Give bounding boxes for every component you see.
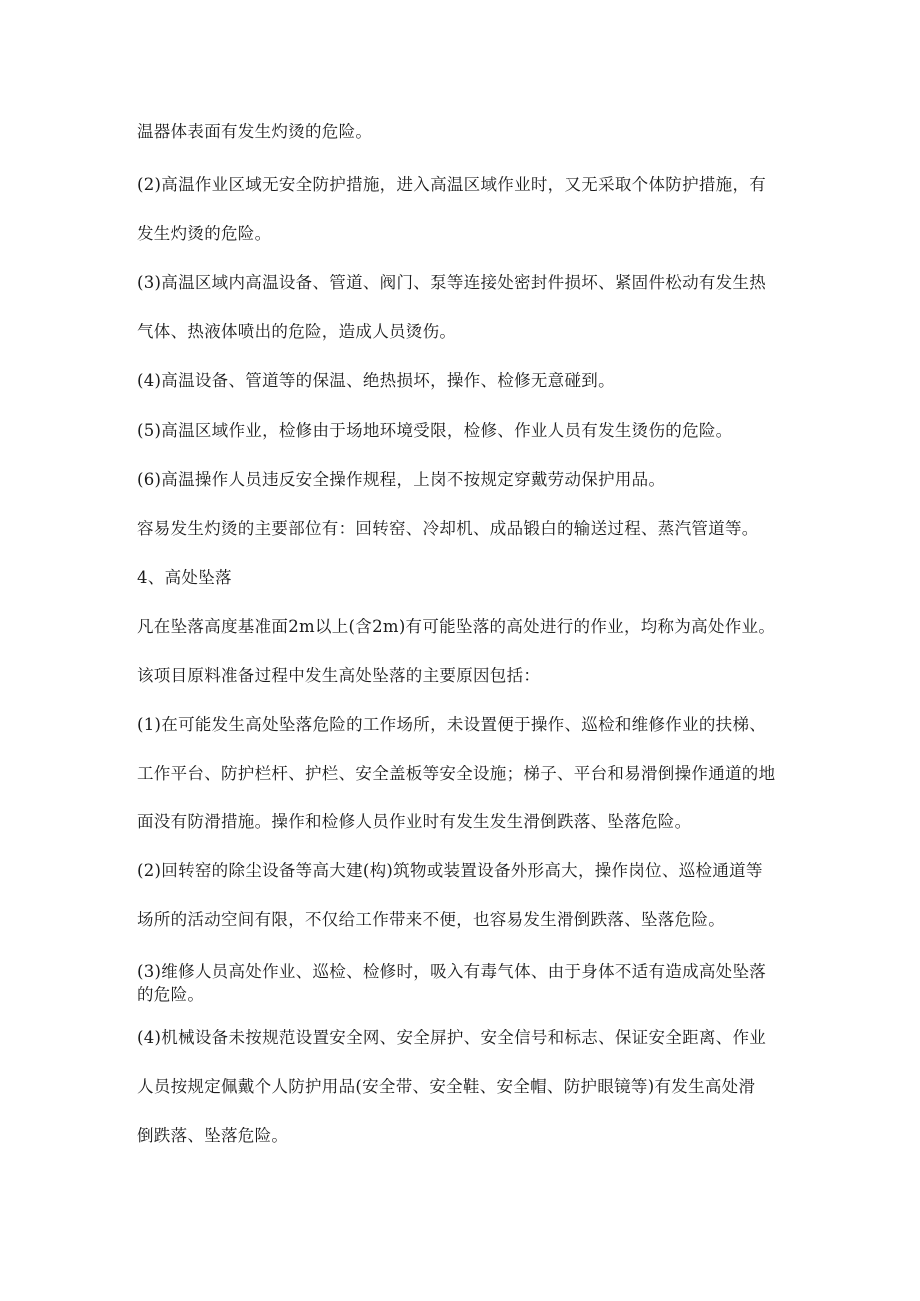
text-line: (4)机械设备未按规范设置安全网、安全屏护、安全信号和标志、保证安全距离、作业 [137,1028,767,1047]
text-line: 温器体表面有发生灼烫的危险。 [137,122,373,141]
text-line: (3)高温区域内高温设备、管道、阀门、泵等连接处密封件损坏、紧固件松动有发生热 [137,273,767,292]
text-line: (2)回转窑的除尘设备等高大建(构)筑物或装置设备外形高大，操作岗位、巡检通道等 [137,861,763,880]
text-line: 该项目原料准备过程中发生高处坠落的主要原因包括： [137,666,541,685]
text-line: 容易发生灼烫的主要部位有：回转窑、冷却机、成品锻白的输送过程、蒸汽管道等。 [137,519,759,538]
text-line: 凡在坠落高度基准面2m以上(含2m)有可能坠落的高处进行的作业，均称为高处作业。 [137,617,776,636]
text-line: 的危险。 [137,985,205,1004]
text-line: 人员按规定佩戴个人防护用品(安全带、安全鞋、安全帽、防护眼镜等)有发生高处滑 [137,1077,756,1096]
text-line: 发生灼烫的危险。 [137,224,272,243]
text-line: 工作平台、防护栏杆、护栏、安全盖板等安全设施；梯子、平台和易滑倒操作通道的地 [137,764,776,783]
text-line: (3)维修人员高处作业、巡检、检修时，吸入有毒气体、由于身体不适有造成高处坠落 [137,962,767,981]
text-line: 场所的活动空间有限，不仅给工作带来不便，也容易发生滑倒跌落、坠落危险。 [137,910,725,929]
text-line: (4)高温设备、管道等的保温、绝热损坏，操作、检修无意碰到。 [137,371,615,390]
text-line: (2)高温作业区域无安全防护措施，进入高温区域作业时，又无采取个体防护措施，有 [137,175,767,194]
text-line: 倒跌落、坠落危险。 [137,1126,289,1145]
section-heading: 4、高处坠落 [137,568,232,587]
text-line: (1)在可能发生高处坠落危险的工作场所，未设置便于操作、巡检和维修作业的扶梯、 [137,715,767,734]
text-line: (5)高温区域作业，检修由于场地环境受限，检修、作业人员有发生烫伤的危险。 [137,421,733,440]
text-line: (6)高温操作人员违反安全操作规程，上岗不按规定穿戴劳动保护用品。 [137,470,666,489]
text-line: 面没有防滑措施。操作和检修人员作业时有发生发生滑倒跌落、坠落危险。 [137,812,692,831]
text-line: 气体、热液体喷出的危险，造成人员烫伤。 [137,322,457,341]
